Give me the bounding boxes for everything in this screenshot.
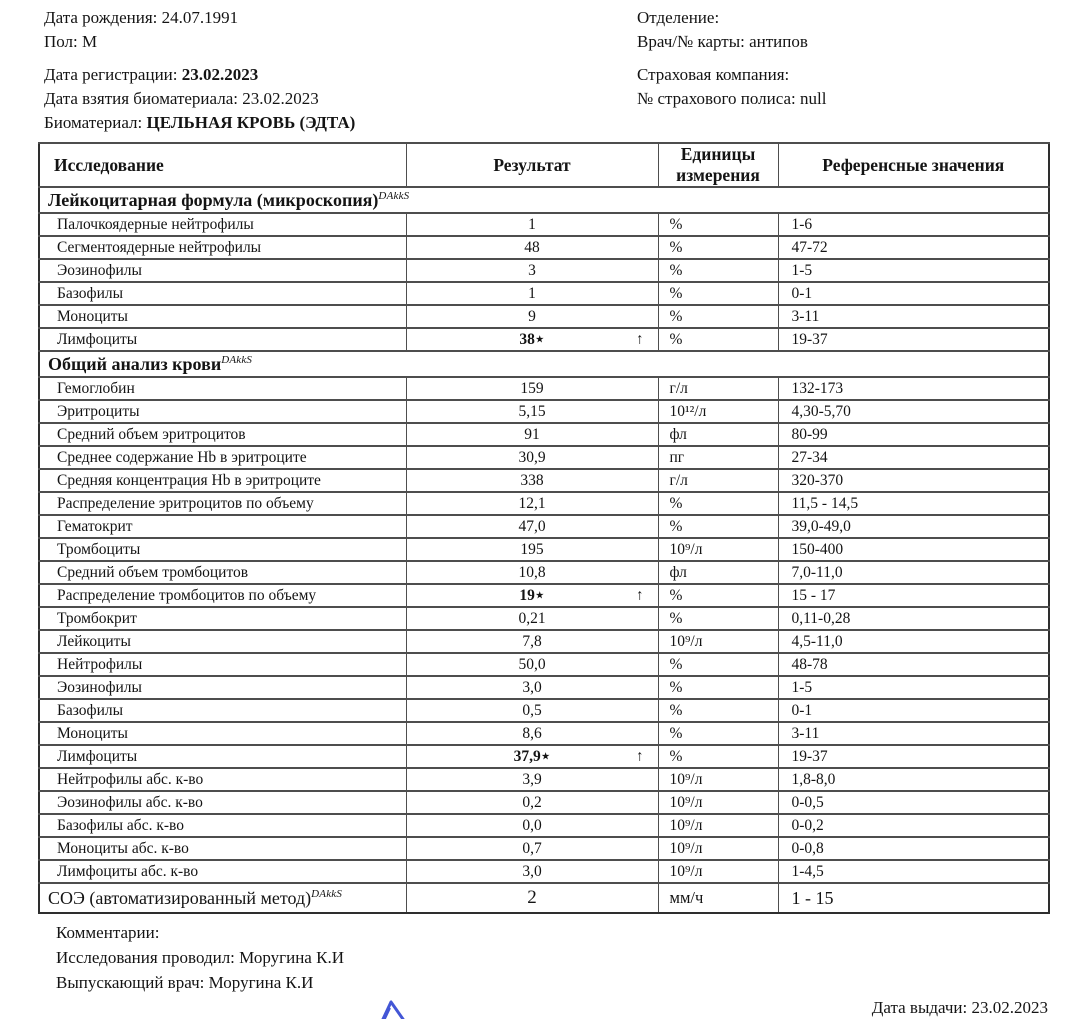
result-cell — [406, 653, 658, 676]
table-row — [39, 607, 1049, 630]
analyte-name: Гемоглобин — [39, 377, 406, 400]
header-line — [637, 30, 826, 54]
analyte-name: Нейтрофилы — [39, 653, 406, 676]
reference-range: 80-99 — [778, 423, 1049, 446]
dakks-superscript: DAkkS — [221, 353, 253, 366]
header-line — [44, 87, 1048, 111]
result-value: 47,0 — [518, 517, 546, 535]
header-line — [44, 30, 1048, 54]
result-value: 19⋆ — [519, 587, 545, 604]
header-left — [44, 6, 1048, 135]
unit: % — [658, 305, 778, 328]
released-by-label: Выпускающий врач: — [56, 973, 205, 992]
table-row — [39, 699, 1049, 722]
header-line — [44, 111, 1048, 135]
result-cell — [406, 492, 658, 515]
table-row — [39, 423, 1049, 446]
reference-range: 0,11-0,28 — [778, 607, 1049, 630]
result-value: 2 — [527, 887, 537, 908]
reference-range: 27-34 — [778, 446, 1049, 469]
unit: 10⁹/л — [658, 860, 778, 883]
reference-range: 1-5 — [778, 676, 1049, 699]
reference-range: 3-11 — [778, 305, 1049, 328]
section-title: Общий анализ крови — [48, 353, 222, 374]
result-cell — [406, 561, 658, 584]
result-cell — [406, 814, 658, 837]
unit: % — [658, 745, 778, 768]
table-row — [39, 446, 1049, 469]
unit: % — [658, 722, 778, 745]
table-row — [39, 400, 1049, 423]
header-line-value: 24.07.1991 — [161, 8, 239, 27]
high-arrow-icon: ↑ — [636, 587, 644, 603]
mouse-cursor-icon — [374, 1000, 410, 1019]
performed-by-label: Исследования проводил: — [56, 948, 235, 967]
table-row — [39, 814, 1049, 837]
result-cell — [406, 377, 658, 400]
reference-range: 0-1 — [778, 282, 1049, 305]
reference-range: 1-6 — [778, 213, 1049, 236]
unit: 10⁹/л — [658, 837, 778, 860]
header-line-label: Дата рождения: — [44, 8, 158, 27]
high-arrow-icon: ↑ — [636, 748, 644, 764]
unit: 10⁹/л — [658, 814, 778, 837]
table-row — [39, 377, 1049, 400]
reference-range: 150-400 — [778, 538, 1049, 561]
reference-range: 0-0,8 — [778, 837, 1049, 860]
analyte-name: Эозинофилы — [39, 676, 406, 699]
table-row — [39, 745, 1049, 768]
analyte-name: Средний объем эритроцитов — [39, 423, 406, 446]
table-row — [39, 768, 1049, 791]
unit: % — [658, 653, 778, 676]
result-cell — [406, 515, 658, 538]
result-value: 9 — [528, 307, 536, 325]
analyte-name: Сегментоядерные нейтрофилы — [39, 236, 406, 259]
result-value: 3,0 — [522, 678, 542, 696]
unit: 10⁹/л — [658, 768, 778, 791]
analyte-name: Эозинофилы абс. к-во — [39, 791, 406, 814]
result-cell — [406, 538, 658, 561]
header-line-value: М — [82, 32, 98, 51]
header-line-label: № страхового полиса: — [637, 89, 796, 108]
unit: % — [658, 328, 778, 351]
analyte-name: Базофилы — [39, 699, 406, 722]
reference-range: 1,8-8,0 — [778, 768, 1049, 791]
column-header-units: Единицы измерения — [658, 143, 778, 187]
reference-range: 0-0,2 — [778, 814, 1049, 837]
table-row — [39, 236, 1049, 259]
high-arrow-icon: ↑ — [636, 331, 644, 347]
result-cell — [406, 259, 658, 282]
header-line-label: Дата взятия биоматериала: — [44, 89, 238, 108]
performed-by-value: Моругина К.И — [239, 948, 344, 967]
header-line — [44, 6, 1048, 30]
table-row — [39, 791, 1049, 814]
result-value: 195 — [520, 540, 544, 558]
result-value: 0,7 — [522, 839, 542, 857]
unit: % — [658, 213, 778, 236]
result-value: 3,0 — [522, 862, 542, 880]
section-title: Лейкоцитарная формула (микроскопия) — [48, 189, 379, 210]
table-row — [39, 676, 1049, 699]
result-cell — [406, 213, 658, 236]
reference-range: 1-4,5 — [778, 860, 1049, 883]
result-cell — [406, 883, 658, 913]
reference-range: 11,5 - 14,5 — [778, 492, 1049, 515]
analyte-name: Нейтрофилы абс. к-во — [39, 768, 406, 791]
reference-range: 0-0,5 — [778, 791, 1049, 814]
dakks-superscript: DAkkS — [378, 189, 410, 202]
column-header-test: Исследование — [39, 143, 406, 187]
analyte-name: Тромбоциты — [39, 538, 406, 561]
table-row — [39, 837, 1049, 860]
unit: % — [658, 492, 778, 515]
reference-range: 7,0-11,0 — [778, 561, 1049, 584]
unit: % — [658, 259, 778, 282]
result-cell — [406, 791, 658, 814]
result-value: 0,21 — [518, 609, 546, 627]
table-row — [39, 722, 1049, 745]
section-title-cell — [39, 351, 1049, 377]
analyte-name: Среднее содержание Hb в эритроците — [39, 446, 406, 469]
analyte-name: Лимфоциты абс. к-во — [39, 860, 406, 883]
header-line-value: ЦЕЛЬНАЯ КРОВЬ (ЭДТА) — [146, 113, 356, 132]
result-value: 12,1 — [518, 494, 546, 512]
results-table — [38, 142, 1050, 914]
header-line-label: Врач/№ карты: — [637, 32, 745, 51]
header-line-value: 23.02.2023 — [242, 89, 319, 108]
result-cell — [406, 282, 658, 305]
header-line — [637, 87, 826, 111]
result-value: 38⋆ — [519, 331, 545, 348]
table-row — [39, 860, 1049, 883]
unit: 10¹²/л — [658, 400, 778, 423]
reference-range: 132-173 — [778, 377, 1049, 400]
unit: 10⁹/л — [658, 791, 778, 814]
result-cell — [406, 745, 658, 768]
table-row — [39, 492, 1049, 515]
analyte-name: СОЭ (автоматизированный метод)$^{DAkkS}$ — [39, 883, 406, 913]
patient-header — [44, 6, 1048, 135]
analyte-name: Тромбокрит — [39, 607, 406, 630]
result-value: 91 — [524, 425, 540, 443]
unit: 10⁹/л — [658, 538, 778, 561]
result-cell — [406, 837, 658, 860]
analyte-name: Лимфоциты — [39, 328, 406, 351]
analyte-name: Базофилы — [39, 282, 406, 305]
unit: % — [658, 699, 778, 722]
column-header-reference: Референсные значения — [778, 143, 1049, 187]
result-value: 30,9 — [518, 448, 546, 466]
reference-range: 39,0-49,0 — [778, 515, 1049, 538]
unit: % — [658, 676, 778, 699]
analyte-name: Моноциты — [39, 722, 406, 745]
issue-date-label: Дата выдачи: — [871, 998, 968, 1017]
column-header-result: Результат — [406, 143, 658, 187]
result-cell — [406, 860, 658, 883]
analyte-name: Палочкоядерные нейтрофилы — [39, 213, 406, 236]
unit: % — [658, 515, 778, 538]
dakks-superscript: DAkkS — [311, 887, 343, 900]
header-line-value: null — [800, 89, 827, 108]
result-cell — [406, 469, 658, 492]
comments-block — [56, 920, 1048, 995]
result-cell — [406, 768, 658, 791]
result-value: 159 — [520, 379, 544, 397]
header-line — [637, 63, 826, 87]
table-row — [39, 584, 1049, 607]
result-cell — [406, 305, 658, 328]
result-value: 7,8 — [522, 632, 542, 650]
comments-label: Комментарии: — [56, 923, 160, 942]
unit: 10⁹/л — [658, 630, 778, 653]
header-line — [637, 6, 826, 30]
unit: г/л — [658, 469, 778, 492]
result-cell — [406, 236, 658, 259]
analyte-name: Гематокрит — [39, 515, 406, 538]
table-row — [39, 213, 1049, 236]
header-line-value: антипов — [749, 32, 808, 51]
analyte-name: Распределение тромбоцитов по объему — [39, 584, 406, 607]
result-value: 37,9⋆ — [513, 748, 551, 765]
unit: г/л — [658, 377, 778, 400]
reference-range: 19-37 — [778, 328, 1049, 351]
unit: пг — [658, 446, 778, 469]
table-row — [39, 328, 1049, 351]
result-value: 0,0 — [522, 816, 542, 834]
results-table-body — [39, 187, 1049, 913]
analyte-name: Эритроциты — [39, 400, 406, 423]
table-row — [39, 653, 1049, 676]
result-cell — [406, 584, 658, 607]
unit: % — [658, 584, 778, 607]
unit: фл — [658, 561, 778, 584]
table-row — [39, 259, 1049, 282]
header-line-label: Отделение: — [637, 8, 720, 27]
analyte-name: Распределение эритроцитов по объему — [39, 492, 406, 515]
header-line — [44, 63, 1048, 87]
result-value: 3,9 — [522, 770, 542, 788]
performed-by-line — [56, 945, 1048, 970]
result-cell — [406, 607, 658, 630]
unit: % — [658, 607, 778, 630]
unit: мм/ч — [658, 883, 778, 913]
result-value: 8,6 — [522, 724, 542, 742]
header-line-label: Биоматериал: — [44, 113, 143, 132]
section-title-cell — [39, 187, 1049, 213]
issue-date-value: 23.02.2023 — [971, 998, 1048, 1017]
table-row — [39, 538, 1049, 561]
result-cell — [406, 676, 658, 699]
reference-range: 4,30-5,70 — [778, 400, 1049, 423]
result-cell — [406, 328, 658, 351]
unit: % — [658, 282, 778, 305]
result-value: 48 — [524, 238, 540, 256]
table-row — [39, 883, 1049, 913]
result-value: 1 — [528, 215, 536, 233]
table-header-row — [39, 143, 1049, 187]
unit: % — [658, 236, 778, 259]
analyte-name: Средний объем тромбоцитов — [39, 561, 406, 584]
result-cell — [406, 400, 658, 423]
reference-range: 47-72 — [778, 236, 1049, 259]
result-value: 50,0 — [518, 655, 546, 673]
released-by-line — [56, 970, 1048, 995]
result-value: 5,15 — [518, 402, 546, 420]
analyte-name: Моноциты абс. к-во — [39, 837, 406, 860]
table-row — [39, 630, 1049, 653]
unit: фл — [658, 423, 778, 446]
reference-range: 3-11 — [778, 722, 1049, 745]
reference-range: 320-370 — [778, 469, 1049, 492]
table-row — [39, 561, 1049, 584]
reference-range: 4,5-11,0 — [778, 630, 1049, 653]
analyte-name: Базофилы абс. к-во — [39, 814, 406, 837]
header-line-label: Пол: — [44, 32, 78, 51]
table-row — [39, 305, 1049, 328]
reference-range: 19-37 — [778, 745, 1049, 768]
result-cell — [406, 423, 658, 446]
analyte-name: Эозинофилы — [39, 259, 406, 282]
result-cell — [406, 630, 658, 653]
result-value: 338 — [520, 471, 544, 489]
analyte-name: Средняя концентрация Hb в эритроците — [39, 469, 406, 492]
released-by-value: Моругина К.И — [208, 973, 314, 992]
header-line-label: Страховая компания: — [637, 65, 790, 84]
section-row — [39, 187, 1049, 213]
table-row — [39, 282, 1049, 305]
header-line-value: 23.02.2023 — [181, 65, 259, 84]
reference-range: 15 - 17 — [778, 584, 1049, 607]
result-cell — [406, 722, 658, 745]
analyte-name: Лимфоциты — [39, 745, 406, 768]
result-cell — [406, 446, 658, 469]
result-cell — [406, 699, 658, 722]
result-value: 1 — [528, 284, 536, 302]
reference-range: 1-5 — [778, 259, 1049, 282]
table-row — [39, 515, 1049, 538]
result-value: 0,2 — [522, 793, 542, 811]
analyte-name: Моноциты — [39, 305, 406, 328]
analyte-name: Лейкоциты — [39, 630, 406, 653]
result-value: 3 — [528, 261, 536, 279]
result-value: 0,5 — [522, 701, 542, 719]
section-row — [39, 351, 1049, 377]
reference-range: 1 - 15 — [778, 883, 1049, 913]
reference-range: 48-78 — [778, 653, 1049, 676]
issue-date-line — [38, 996, 1048, 1019]
header-right — [637, 6, 826, 111]
result-value: 10,8 — [518, 563, 546, 581]
header-line-label: Дата регистрации: — [44, 65, 178, 84]
table-row — [39, 469, 1049, 492]
reference-range: 0-1 — [778, 699, 1049, 722]
